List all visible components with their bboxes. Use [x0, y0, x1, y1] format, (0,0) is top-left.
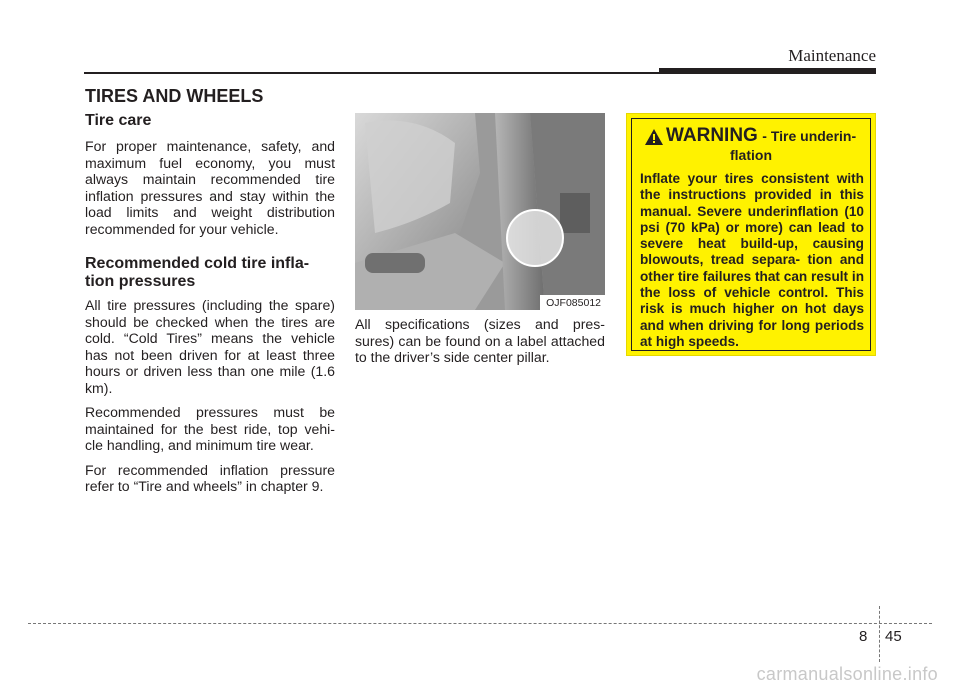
paragraph-tire-care: For proper maintenance, safety, and maximum fuel economy, you must always maintain recommended tire inflation pressures and stay within the load limits and weight distribution recommended for your vehicle. [85, 138, 335, 237]
warning-inner-frame [631, 118, 871, 351]
tire-label-photo [355, 113, 605, 310]
left-column [85, 110, 335, 503]
watermark: carmanualsonline.info [756, 664, 938, 684]
paragraph-cold-tires: All tire pressures (including the spare) should be checked when the tires are cold. “Cold Tires” means the vehicle has not been driven for at least three hours or driven less than one mile (1.6 km). [85, 297, 335, 396]
header-rule-thick [659, 68, 876, 74]
heading-cold-tire-pressures: Recommended cold tire infla- tion pressures [85, 255, 310, 290]
paragraph-refer-chapter: For recommended inflation pressure refer to “Tire and wheels” in chapter 9. [85, 461, 335, 494]
footer-rule [28, 623, 932, 624]
heading-tire-care: Tire care [85, 112, 152, 129]
image-code: OJF085012 [540, 295, 605, 310]
page-number: 45 [885, 628, 902, 645]
header-rule [84, 72, 659, 74]
footer-divider [879, 606, 880, 662]
paragraph-recommended-pressures: Recommended pressures must be maintained for the best ride, top vehi- cle handling, and minimum tire wear. [85, 404, 335, 453]
warning-subtitle-line2: flation [730, 147, 772, 163]
warning-subtitle-line1: - Tire underin- [762, 128, 857, 144]
car-seat-pillar-illustration [355, 113, 605, 310]
warning-word: WARNING [666, 125, 758, 146]
section-title: TIRES AND WHEELS [85, 86, 264, 106]
warning-box [626, 113, 876, 356]
warning-title [666, 125, 856, 147]
warning-body: Inflate your tires consistent with the instructions provided in this manual. Severe underinflation (10 psi (70 kPa) or more) can lead to severe heat build-up, causing blowouts, tread separa- tion and other tire failures that can result in the loss of vehicle control. This risk is much higher on hot days and when driving for long periods at high speeds. [640, 171, 864, 349]
photo-caption: All specifications (sizes and pres- sures) can be found on a label attached to the driver’s side center pillar. [355, 316, 605, 365]
page-header-title: Maintenance [788, 46, 876, 65]
chapter-number: 8 [859, 628, 868, 645]
